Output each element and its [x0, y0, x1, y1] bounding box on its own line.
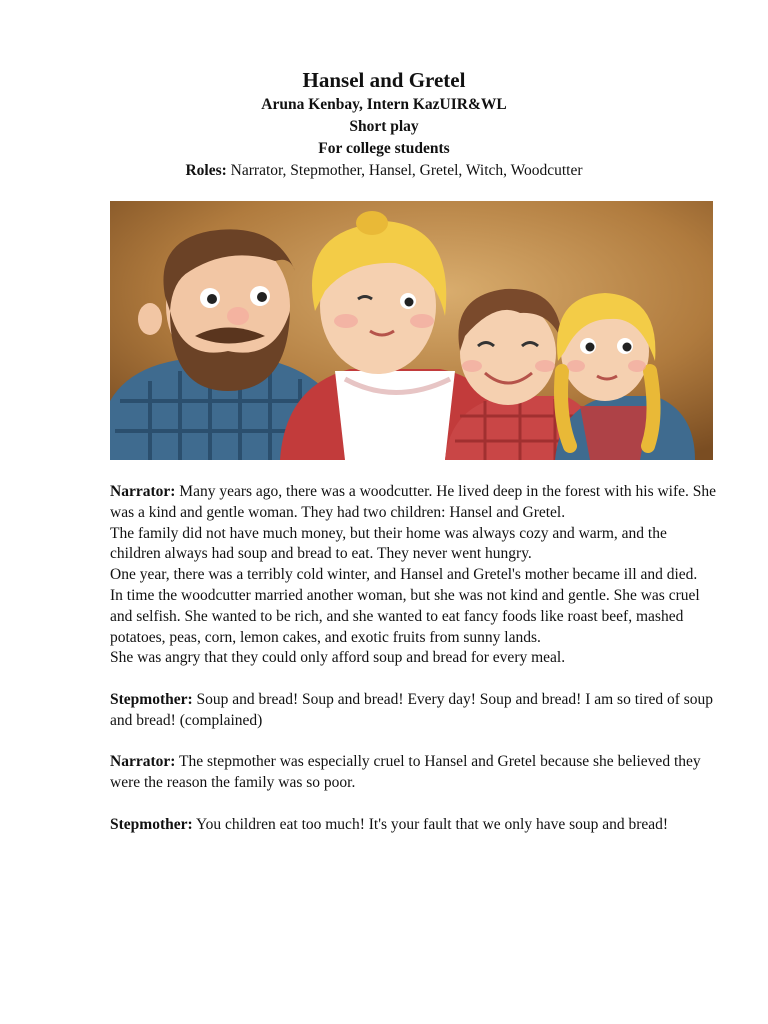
script-paragraph: One year, there was a terribly cold winter, and Hansel and Gretel's mother became ill and died.	[110, 566, 698, 584]
script-paragraph: The family did not have much money, but their home was always cozy and warm, and the children always had soup and bread to eat. They never went hungry.	[110, 524, 667, 563]
script-line: Soup and bread! Soup and bread! Every day! Soup and bread! I am so tired of soup and bread! (complained)	[110, 690, 714, 729]
script-line: Many years ago, there was a woodcutter. He lived deep in the forest with his wife. She was a kind and gentle woman. They had two children: Hansel and Gretel.	[110, 483, 717, 521]
script-paragraph	[110, 752, 720, 794]
roles-line	[0, 160, 768, 182]
script-paragraph	[110, 482, 720, 524]
roles-value: Narrator, Stepmother, Hansel, Gretel, Witch, Woodcutter	[226, 162, 583, 179]
speaker-label: Narrator:	[110, 753, 176, 771]
audience-line: For college students	[318, 140, 450, 157]
genre-line: Short play	[349, 118, 419, 135]
roles-label: Roles:	[185, 162, 227, 179]
play-script	[110, 482, 720, 856]
document-header	[0, 66, 768, 182]
family-illustration	[110, 201, 713, 460]
script-paragraph: In time the woodcutter married another woman, but she was not kind and gentle. She was cruel and selfish. She wanted to be rich, and she wanted to eat fancy foods like roast beef, mashed potatoes, peas, corn, lemon cakes, and exotic fruits from sunny lands.	[110, 586, 700, 646]
family-illustration-icon	[110, 201, 713, 460]
page-title: Hansel and Gretel	[302, 68, 466, 92]
speaker-label: Narrator:	[110, 483, 176, 500]
script-line: You children eat too much! It's your fault that we only have soup and bread!	[192, 815, 669, 833]
speaker-label: Stepmother:	[110, 690, 193, 708]
speaker-label: Stepmother:	[110, 815, 193, 833]
script-paragraph: She was angry that they could only afford soup and bread for every meal.	[110, 649, 566, 667]
script-line: The stepmother was especially cruel to Hansel and Gretel because she believed they were the reason the family was so poor.	[110, 753, 701, 792]
author-line: Aruna Kenbay, Intern KazUIR&WL	[261, 96, 507, 113]
script-paragraph	[110, 815, 720, 836]
script-paragraph	[110, 690, 720, 732]
